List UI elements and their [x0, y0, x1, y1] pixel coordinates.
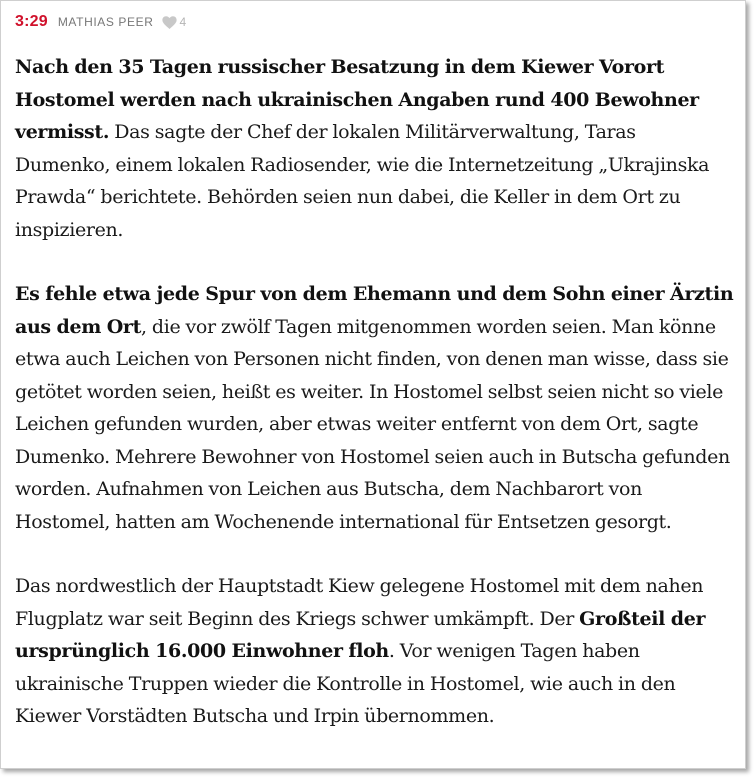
paragraph-2: [15, 278, 735, 538]
post-author[interactable]: MATHIAS PEER: [57, 15, 154, 29]
heart-icon: [162, 16, 177, 29]
like-count: 4: [179, 15, 187, 29]
article-body: [15, 51, 735, 765]
paragraph-3-highlight: Großteil der ursprünglich 16.000 Einwohner floh: [15, 607, 706, 662]
paragraph-3-text: . Vor wenigen Tagen haben ukrainische Truppen wieder die Kontrolle in Hostomel, wie auch in den Kiewer Vorstädten Butscha und Irpin übernommen.: [15, 640, 676, 727]
paragraph-3-intro: Das nordwestlich der Hauptstadt Kiew gelegene Hostomel mit dem nahen Flugplatz war seit Beginn des Kriegs schwer umkämpft. Der: [15, 575, 704, 630]
paragraph-2-lead: Es fehle etwa jede Spur von dem Ehemann und dem Sohn einer Ärztin aus dem Ort: [15, 283, 734, 338]
paragraph-3: [15, 570, 735, 733]
post-meta: [15, 12, 186, 32]
paragraph-1: [15, 51, 735, 246]
like-button[interactable]: [162, 15, 187, 29]
post-time: 3:29: [15, 13, 48, 30]
paragraph-2-text: , die vor zwölf Tagen mitgenommen worden seien. Man könne etwa auch Leichen von Personen nicht finden, von denen man wisse, dass sie getötet worden seien, heißt es weiter. In Hostomel selbst seien nicht so viele Leichen gefunden wurden, aber etwas weiter entfernt von dem Ort, sagte Dumenko. Mehrere Bewohner von Hostomel seien auch in Butscha gefunden worden. Aufnahmen von Leichen aus Butscha, dem Nachbarort von Hostomel, hatten am Wochenende international für Entsetzen gesorgt.: [15, 315, 730, 533]
paragraph-1-text: Das sagte der Chef der lokalen Militärverwaltung, Taras Dumenko, einem lokalen Radiosender, wie die Internetzeitung „Ukrajinska Prawda“ berichtete. Behörden seien nun dabei, die Keller in dem Ort zu inspizieren.: [15, 121, 710, 241]
paragraph-1-lead: Nach den 35 Tagen russischer Besatzung in dem Kiewer Vorort Hostomel werden nach ukrainischen Angaben rund 400 Bewohner vermisst.: [15, 56, 699, 143]
